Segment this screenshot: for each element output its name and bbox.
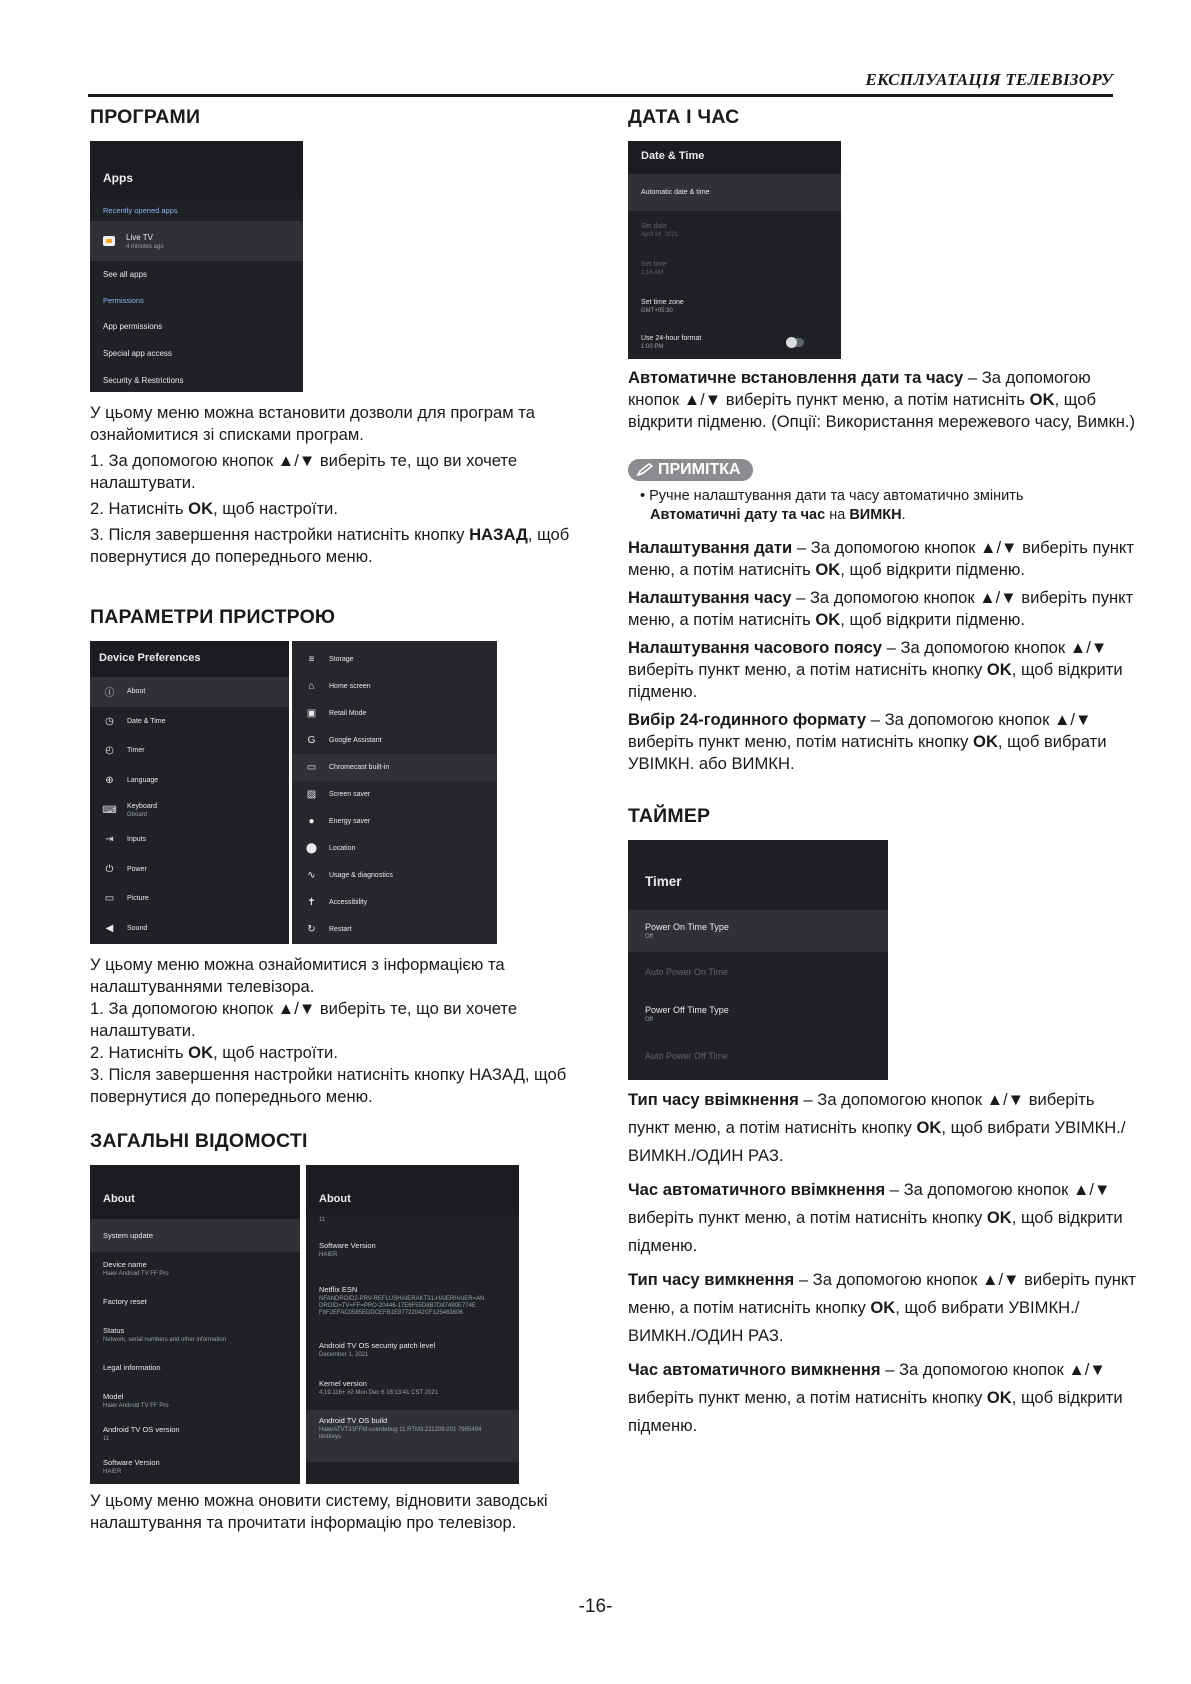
monitor-icon: ▭	[104, 893, 115, 905]
recent-apps-label: Recently opened apps	[103, 205, 178, 215]
input-icon: ⇥	[105, 834, 114, 846]
device-pref-more-item[interactable]	[292, 916, 497, 943]
device-pref-more-item[interactable]	[292, 700, 497, 727]
device-step3: 3. Після завершення настройки натисніть кнопку НАЗАД, щоб повернутися до попереднього меню.	[90, 1065, 567, 1106]
device-step1: 1. За допомогою кнопок ▲/▼ виберіть те, що ви хочете налаштувати.	[90, 999, 518, 1040]
timer-screenshot	[628, 840, 888, 1080]
about-right-list	[306, 1235, 519, 1462]
set-time-desc: Налаштування часу – За допомогою кнопок ▲/▼ виберіть пункт меню, а потім натисніть OK, щоб відкрити підменю.	[628, 588, 1134, 629]
device-pref-more-item[interactable]	[292, 754, 497, 781]
device-pref-item[interactable]	[90, 914, 289, 944]
24h-format-item[interactable]: Use 24-hour format 1:00 PM	[628, 325, 841, 359]
pencil-icon	[636, 463, 654, 477]
device-pref-item[interactable]	[90, 825, 289, 855]
keyboard-icon: ⌨	[102, 804, 117, 816]
about-detail-item[interactable]	[306, 1335, 519, 1373]
device-pref-more-label: Location	[329, 845, 356, 852]
device-pref-more-item[interactable]	[292, 862, 497, 889]
note-label: ПРИМІТКА	[658, 461, 741, 478]
device-pref-label: Sound	[127, 925, 148, 933]
device-prefs-screen	[90, 641, 289, 944]
about-detail-label: Kernel version	[319, 1379, 367, 1388]
about-screen-title: About	[90, 1165, 300, 1219]
bulb-icon: ●	[308, 816, 315, 827]
device-pref-more-label: Storage	[329, 656, 354, 663]
special-access-item[interactable]: Special app access	[103, 348, 172, 358]
about-item[interactable]	[90, 1351, 300, 1384]
device-pref-label: About	[127, 688, 146, 696]
location-icon: ⬤	[305, 843, 318, 854]
section-title-about: ЗАГАЛЬНІ ВІДОМОСТІ	[90, 1130, 308, 1152]
device-pref-item[interactable]	[90, 766, 289, 796]
about-item[interactable]	[90, 1252, 300, 1285]
security-item[interactable]: Security & Restrictions	[103, 376, 184, 385]
about-detail-sub: 4.19.116+ #2 Mon Dec 6 18:13:41 CST 2021	[319, 1390, 439, 1396]
page-number: -16-	[578, 1596, 613, 1617]
live-tv-app-icon	[103, 236, 115, 246]
auto-power-off-item: Auto Power Off Time	[645, 1051, 728, 1061]
about-label: System update	[103, 1231, 154, 1240]
about-label: Software Version	[103, 1458, 160, 1467]
chart-icon: ∿	[307, 870, 316, 881]
info-icon: ⓘ	[104, 688, 115, 700]
live-tv-item[interactable]	[90, 221, 303, 261]
section-title-datetime: ДАТА І ЧАС	[628, 106, 740, 128]
device-pref-more-label: Energy saver	[329, 818, 371, 825]
about-detail-label: Netflix ESN	[319, 1285, 358, 1294]
home-icon: ⌂	[308, 681, 315, 692]
about-detail-sub: December 1, 2021	[319, 1352, 369, 1358]
about-detail-label: Android TV OS build	[319, 1416, 388, 1425]
section-title-apps: ПРОГРАМИ	[90, 106, 201, 128]
header-rule	[88, 94, 1113, 97]
apps-screen-title: Apps	[90, 141, 303, 199]
device-pref-more-item[interactable]	[292, 835, 497, 862]
set-timezone-desc: Налаштування часового поясу – За допомогою кнопок ▲/▼ виберіть пункт меню, а потім натисніть кнопку OK, щоб відкрити підменю.	[628, 638, 1123, 701]
about-label: Android TV OS version	[103, 1425, 180, 1434]
datetime-screenshot	[628, 141, 841, 359]
permissions-label: Permissions	[103, 296, 144, 305]
section-title-device: ПАРАМЕТРИ ПРИСТРОЮ	[90, 606, 336, 628]
about-sub: HAIER	[103, 1469, 122, 1475]
device-pref-more-item[interactable]	[292, 808, 497, 835]
device-pref-item[interactable]	[90, 855, 289, 885]
device-pref-more-label: Restart	[329, 926, 352, 933]
device-pref-more-label: Screen saver	[329, 791, 371, 798]
device-pref-more-item[interactable]	[292, 889, 497, 916]
note-line-1: • Ручне налаштування дати та часу автоматично змінить	[640, 488, 1024, 504]
about-detail-label: Software Version	[319, 1241, 376, 1250]
live-tv-label: Live TV	[126, 232, 153, 242]
device-right-list	[292, 641, 497, 943]
device-pref-more-item[interactable]	[292, 673, 497, 700]
device-pref-item[interactable]	[90, 884, 289, 914]
about-label: Status	[103, 1326, 125, 1335]
device-pref-item[interactable]	[90, 707, 289, 737]
see-all-apps[interactable]: See all apps	[103, 270, 148, 279]
about-detail-sub: NFANDROID2-PRV-REFLUSHAIERAKT31-HAIERHAIER=AN DROID=TV=FF=PRO-20446-17E6F55D8B7D87490E774E F8F2EFAC0585EDDCEFB1E87722042CF125463606	[319, 1296, 485, 1316]
24h-format-toggle[interactable]	[786, 338, 804, 347]
about-detail-top-sub: 11	[319, 1217, 326, 1223]
set-timezone-item[interactable]: Set time zone GMT+05:30	[641, 298, 684, 314]
running-header: ЕКСПЛУАТАЦІЯ ТЕЛЕВІЗОРУ	[865, 70, 1113, 89]
globe-icon: ⊕	[105, 775, 114, 787]
device-pref-more-label: Accessibility	[329, 899, 368, 906]
about-sub: Haier Android TV FF Pro	[103, 1403, 169, 1409]
auto-datetime-desc: Автоматичне встановлення дати та часу – За допомогою кнопок ▲/▼ виберіть пункт меню, а потім натисніть OK, щоб відкрити підменю. (Опції: Використання мережевого часу, Вимкн.)	[628, 368, 1136, 431]
about-item[interactable]	[90, 1450, 300, 1483]
live-tv-sub: 4 minutes ago	[126, 243, 164, 250]
about-detail-title: About	[306, 1165, 519, 1215]
about-sub: Network, serial numbers and other information	[103, 1337, 227, 1343]
about-left-list	[90, 1219, 300, 1483]
restart-icon: ↻	[307, 924, 316, 935]
24h-format-desc: Вибір 24-годинного формату – За допомогою кнопок ▲/▼ виберіть пункт меню, потім натисніть кнопку OK, щоб вибрати УВІМКН. або ВИМКН.	[628, 710, 1107, 773]
auto-datetime-item[interactable]: Automatic date & time	[628, 174, 841, 211]
timer-icon: ◴	[105, 745, 114, 757]
power-plug-icon: ⏻	[105, 863, 114, 875]
briefcase-icon: ▣	[306, 708, 317, 719]
screensaver-icon: ▨	[306, 789, 317, 800]
about-label: Factory reset	[103, 1297, 147, 1306]
device-pref-label: Date & Time	[127, 717, 166, 725]
power-on-type-item[interactable]: Power On Time Type Off	[628, 910, 888, 952]
about-screenshots	[90, 1165, 590, 1484]
timer-screen-title: Timer	[628, 840, 888, 910]
right-column	[628, 106, 1140, 1446]
speaker-icon: ◀	[105, 923, 114, 935]
device-screenshots	[90, 641, 590, 944]
device-pref-more-item[interactable]	[292, 727, 497, 754]
about-label: Model	[103, 1392, 124, 1401]
apps-screenshot	[90, 141, 303, 392]
device-pref-label: Language	[127, 777, 159, 785]
section-title-timer: ТАЙМЕР	[628, 805, 711, 827]
set-date-item: Set date April 24, 2021	[641, 222, 679, 238]
app-permissions-item[interactable]: App permissions	[103, 321, 163, 331]
device-pref-more-label: Chromecast built-in	[329, 764, 390, 771]
device-pref-item[interactable]	[90, 795, 289, 825]
apps-step1: 1. За допомогою кнопок ▲/▼ виберіть те, що ви хочете налаштувати.	[90, 451, 518, 492]
accessibility-icon: ✝	[307, 897, 316, 908]
about-label: Device name	[103, 1260, 147, 1269]
about-detail-label: Android TV OS security patch level	[319, 1341, 436, 1350]
device-intro: У цьому меню можна ознайомитися з інформацією та налаштуваннями телевізора.	[90, 955, 505, 996]
apps-step3: 3. Після завершення настройки натисніть кнопку НАЗАД, щоб повернутися до попереднього меню.	[90, 525, 570, 566]
left-column	[90, 106, 590, 1538]
device-screen-title: Device Preferences	[90, 641, 289, 677]
device-pref-more-label: Google Assistant	[329, 737, 382, 744]
about-label: Legal information	[103, 1363, 161, 1372]
about-detail-item[interactable]	[306, 1279, 519, 1335]
about-detail-sub: HAIER	[319, 1252, 338, 1258]
power-off-type-desc: Тип часу вимкнення – За допомогою кнопок ▲/▼ виберіть пункт меню, а потім натисніть кнопку OK, щоб вибрати УВІМКН./ВИМКН./ОДИН РАЗ.	[628, 1270, 1136, 1345]
about-screen-detail	[306, 1165, 519, 1484]
about-sub: 11	[103, 1436, 110, 1442]
about-item[interactable]	[90, 1318, 300, 1351]
device-pref-label: Keyboard	[127, 802, 157, 810]
power-off-type-item[interactable]: Power Off Time Type Off	[645, 1005, 729, 1023]
auto-power-off-desc: Час автоматичного вимкнення – За допомогою кнопок ▲/▼ виберіть пункт меню, а потім натисніть кнопку OK, щоб відкрити підменю.	[628, 1360, 1123, 1435]
device-pref-label: Power	[127, 865, 147, 873]
device-pref-label: Inputs	[127, 836, 147, 844]
device-pref-label: Picture	[127, 895, 149, 903]
about-detail-item[interactable]	[306, 1410, 519, 1462]
device-pref-label: Timer	[127, 747, 145, 755]
device-pref-more-label: Retail Mode	[329, 710, 367, 717]
apps-step2: 2. Натисніть OK, щоб настроїти.	[90, 499, 338, 518]
about-detail-item[interactable]	[306, 1373, 519, 1410]
note-line-2: Автоматичні дату та час на ВИМКН.	[650, 507, 906, 523]
device-pref-item[interactable]	[90, 736, 289, 766]
cast-icon: ▭	[306, 762, 317, 773]
set-time-item: Set time 1:16 AM	[641, 260, 667, 276]
device-pref-more-label: Usage & diagnostics	[329, 872, 393, 879]
power-on-type-desc: Тип часу ввімкнення – За допомогою кнопок ▲/▼ виберіть пункт меню, а потім натисніть кнопку OK, щоб вибрати УВІМКН./ВИМКН./ОДИН РАЗ.	[628, 1090, 1126, 1165]
about-detail-sub: HaierATVT31FFM-userdebug 11 RTM3.211209.001 7985494 testkeys	[319, 1427, 482, 1440]
about-item[interactable]	[90, 1384, 300, 1417]
about-item[interactable]	[90, 1285, 300, 1318]
about-detail-item[interactable]	[306, 1235, 519, 1279]
device-pref-more-label: Home screen	[329, 683, 371, 690]
set-date-desc: Налаштування дати – За допомогою кнопок ▲/▼ виберіть пункт меню, а потім натисніть OK, щоб відкрити підменю.	[628, 538, 1134, 579]
device-pref-more-item[interactable]	[292, 646, 497, 673]
device-pref-item[interactable]	[90, 677, 289, 707]
auto-power-on-item: Auto Power On Time	[645, 967, 729, 977]
about-item[interactable]	[90, 1417, 300, 1450]
device-prefs-screen-more	[292, 641, 497, 944]
note-badge	[628, 459, 753, 481]
about-screen	[90, 1165, 300, 1484]
device-pref-sub: Gboard	[127, 811, 148, 818]
about-item[interactable]	[90, 1219, 300, 1252]
about-sub: Haier Android TV FF Pro	[103, 1271, 169, 1277]
storage-icon: ≡	[308, 654, 315, 665]
datetime-screen-title: Date & Time	[628, 141, 841, 174]
about-intro: У цьому меню можна оновити систему, відновити заводські налаштування та прочитати інформацію про телевізор.	[90, 1491, 548, 1532]
device-step2: 2. Натисніть OK, щоб настроїти.	[90, 1043, 338, 1062]
google-icon: G	[307, 735, 316, 746]
device-pref-more-item[interactable]	[292, 781, 497, 808]
clock-icon: ◷	[105, 715, 114, 727]
apps-intro: У цьому меню можна встановити дозволи для програм та ознайомитися зі списками програм.	[90, 403, 535, 444]
device-left-list	[90, 677, 289, 943]
auto-power-on-desc: Час автоматичного ввімкнення – За допомогою кнопок ▲/▼ виберіть пункт меню, а потім натисніть кнопку OK, щоб відкрити підменю.	[628, 1180, 1123, 1255]
